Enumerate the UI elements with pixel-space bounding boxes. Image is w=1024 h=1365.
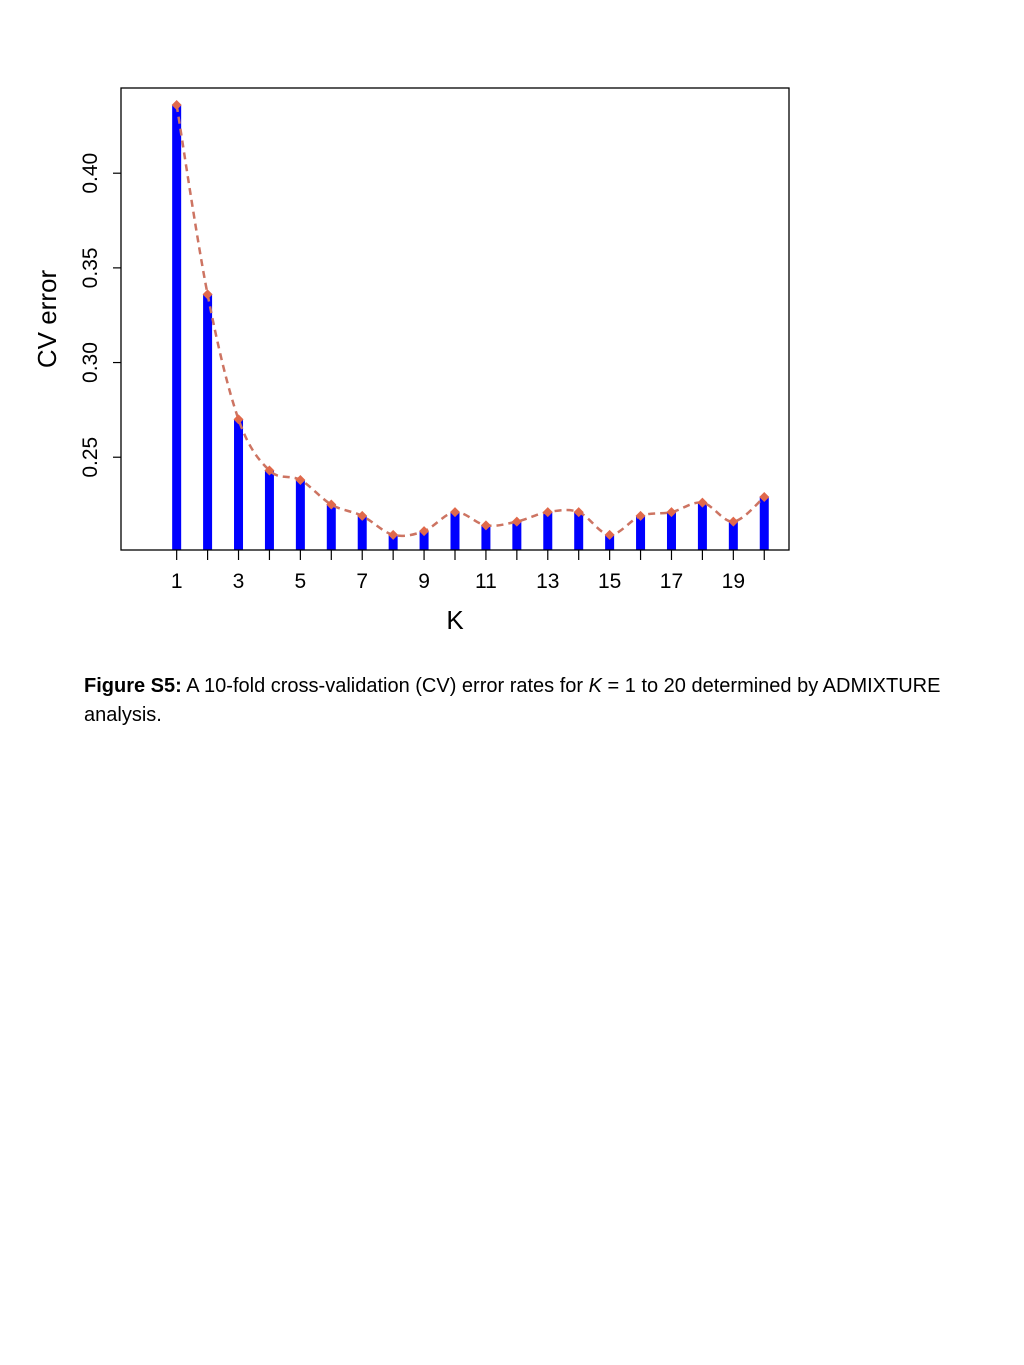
x-axis xyxy=(171,550,764,593)
bar-k4 xyxy=(265,470,274,550)
x-tick-label-19: 19 xyxy=(721,570,746,593)
bar-k6 xyxy=(327,505,336,550)
x-tick-label-13: 13 xyxy=(536,570,560,593)
x-tick-label-7: 7 xyxy=(356,570,369,593)
caption-text-before: A 10-fold cross-validation (CV) error rates for xyxy=(181,675,589,697)
caption-text-after: = 1 to 20 determined by ADMIXTURE analysis. xyxy=(84,675,941,726)
bar-k18 xyxy=(698,503,707,550)
y-tick-label-0.40: 0.40 xyxy=(79,152,102,194)
x-tick-label-15: 15 xyxy=(597,570,622,593)
markers-group xyxy=(172,100,770,540)
x-tick-label-9: 9 xyxy=(418,570,430,593)
x-tick-label-1: 1 xyxy=(170,570,183,593)
bar-k14 xyxy=(574,512,583,550)
bar-k7 xyxy=(358,516,367,550)
bar-k13 xyxy=(543,512,552,550)
bar-k5 xyxy=(296,480,305,550)
plot-frame xyxy=(121,88,789,550)
bar-k16 xyxy=(636,516,645,550)
bar-k20 xyxy=(760,497,769,550)
bar-k1 xyxy=(172,105,181,550)
cv-error-chart xyxy=(0,0,1024,660)
bar-k2 xyxy=(203,294,212,550)
x-tick-label-11: 11 xyxy=(475,570,497,593)
bars-group xyxy=(172,105,769,550)
bar-k10 xyxy=(451,512,460,550)
x-tick-label-17: 17 xyxy=(659,570,684,593)
caption-label: Figure S5: xyxy=(84,675,182,697)
x-tick-label-5: 5 xyxy=(294,570,307,593)
trend-line xyxy=(177,105,765,536)
y-axis xyxy=(79,153,121,478)
bar-k3 xyxy=(234,419,243,550)
y-tick-label-0.30: 0.30 xyxy=(79,342,102,383)
figure-caption xyxy=(84,672,944,730)
bar-k17 xyxy=(667,512,676,550)
y-tick-label-0.35: 0.35 xyxy=(79,247,102,289)
x-tick-label-3: 3 xyxy=(232,570,245,593)
caption-variable: K xyxy=(588,675,602,697)
y-tick-label-0.25: 0.25 xyxy=(79,436,102,478)
y-axis-title: CV error xyxy=(32,269,62,369)
x-axis-title: K xyxy=(446,605,464,635)
